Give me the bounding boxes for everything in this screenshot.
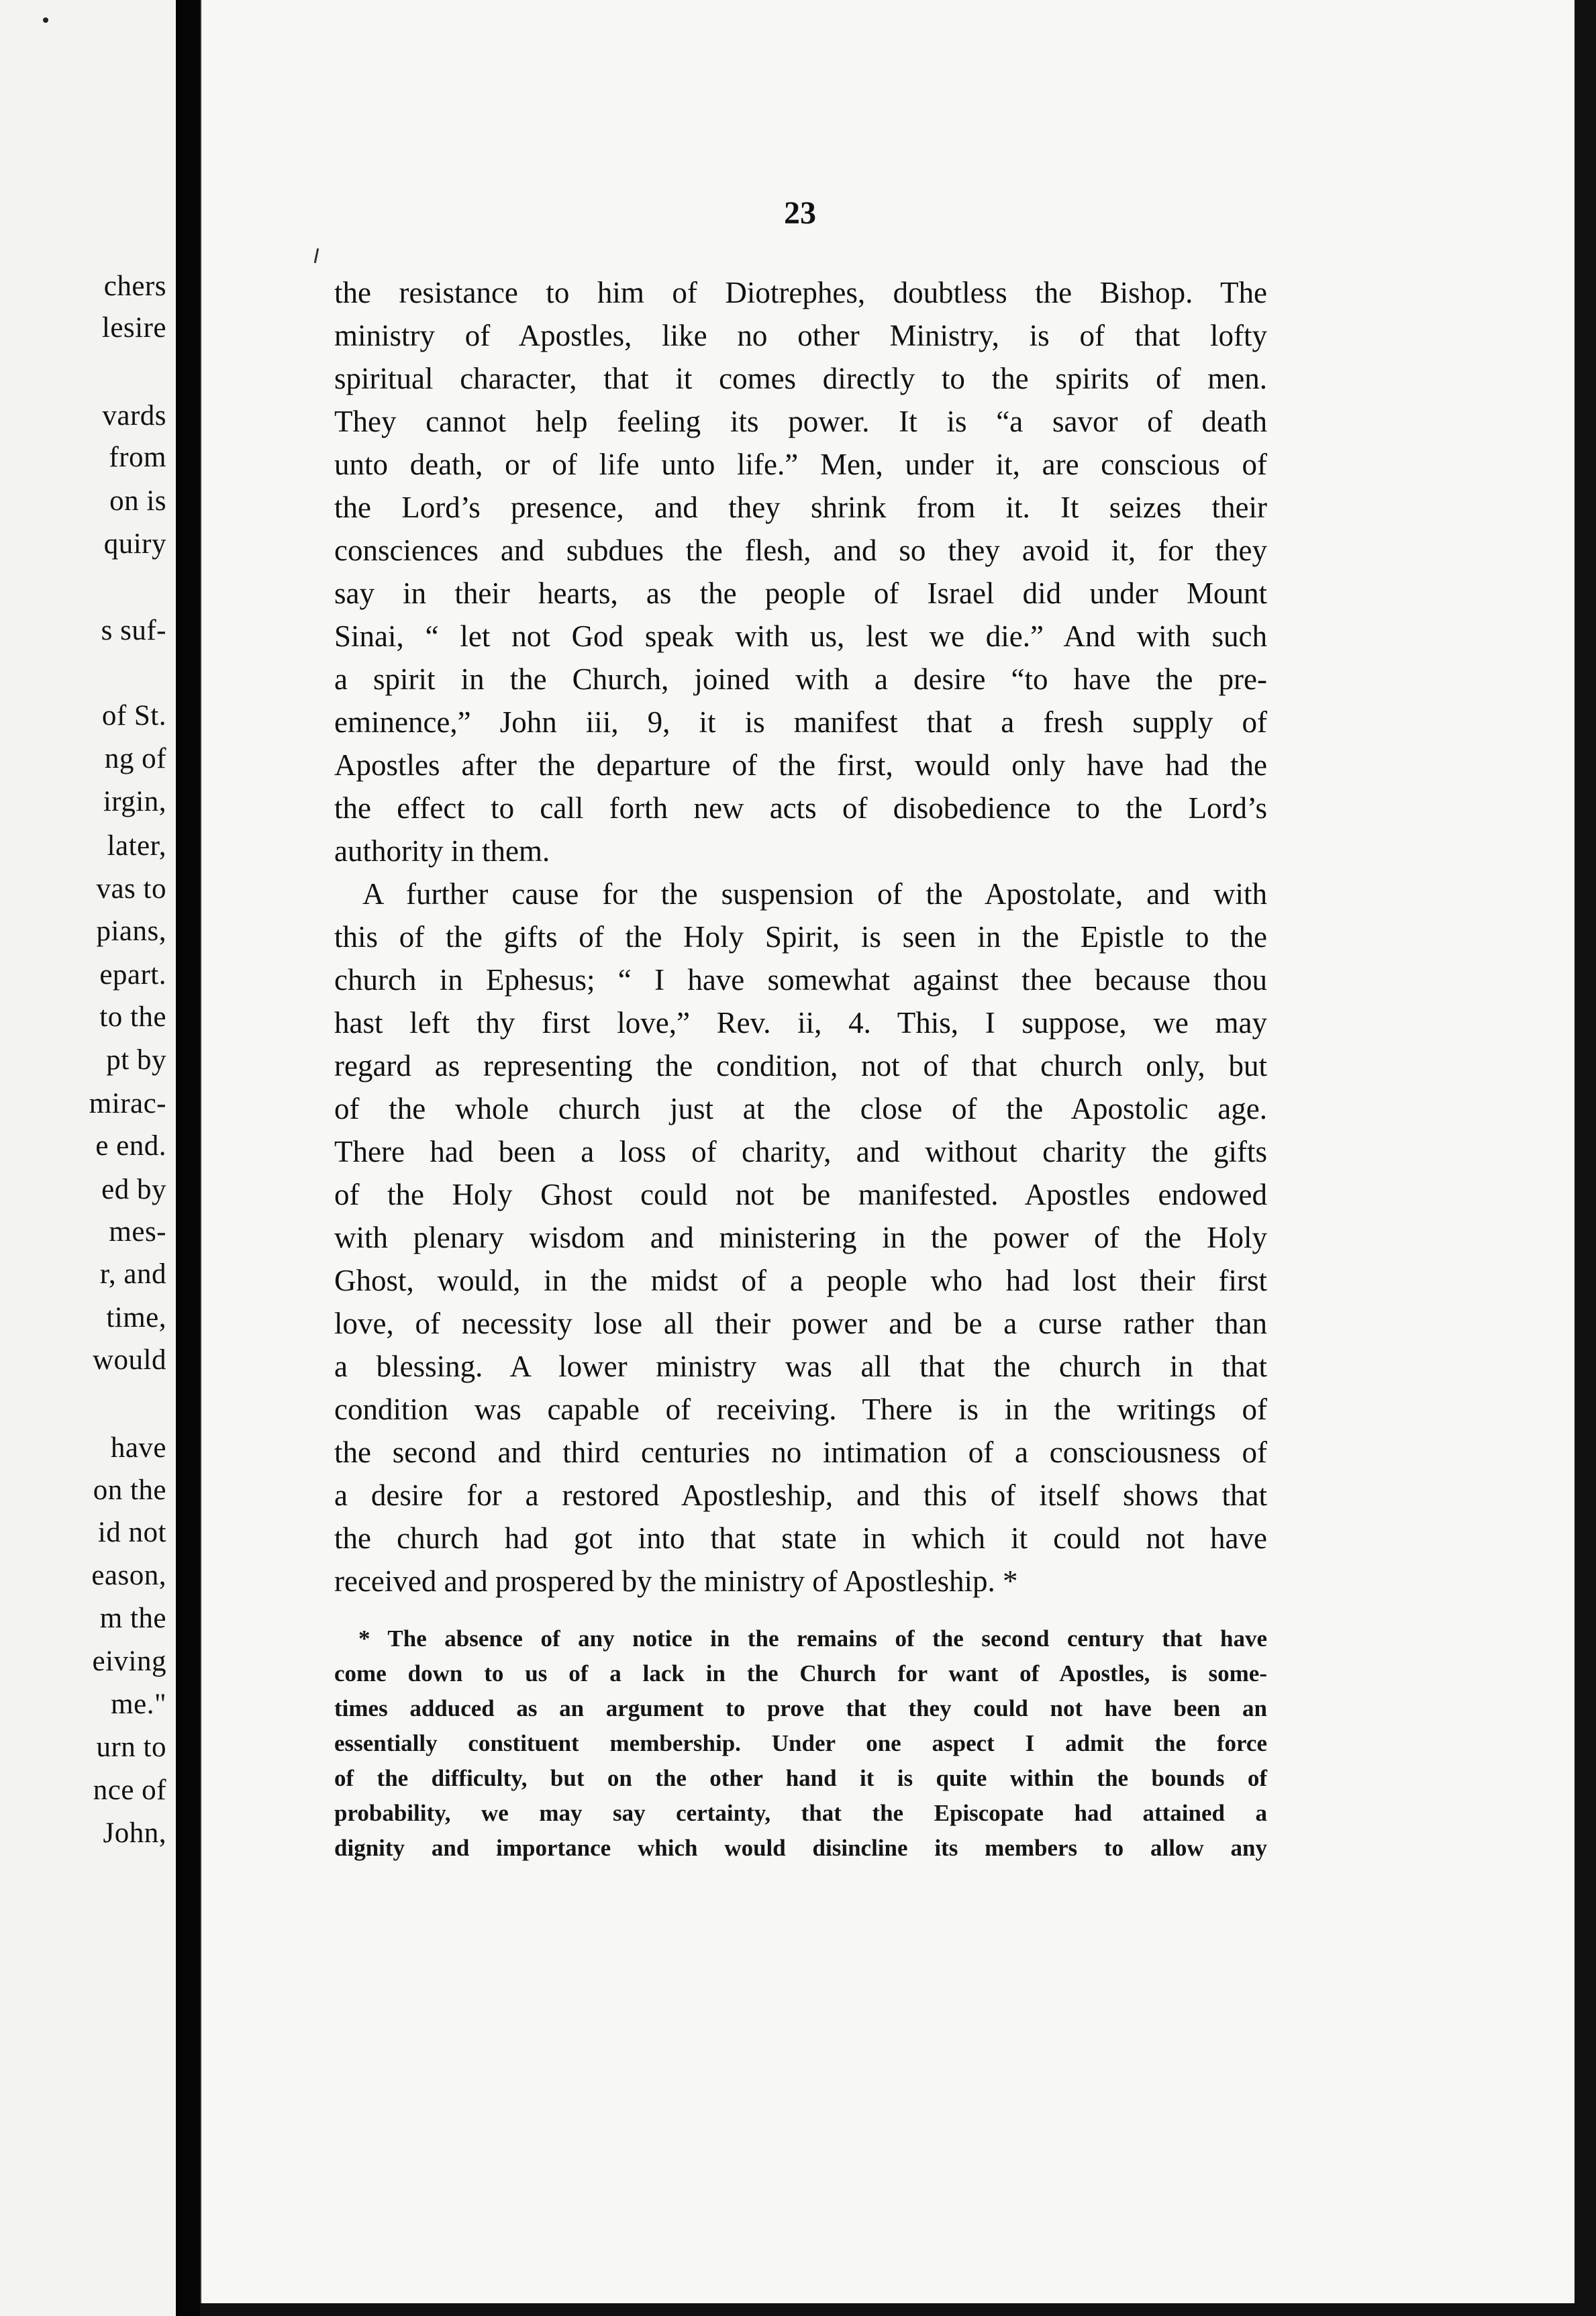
body-line: of the whole church just at the close of the Apostolic age. bbox=[334, 1092, 1267, 1125]
body-line: a desire for a restored Apostleship, and this of itself shows that bbox=[334, 1478, 1267, 1512]
body-line: authority in them. bbox=[334, 834, 550, 868]
left-fragment: chers bbox=[103, 270, 166, 302]
body-line: the second and third centuries no intimation of a consciousness of bbox=[334, 1436, 1267, 1469]
body-line: spiritual character, that it comes directly to the spirits of men. bbox=[334, 362, 1267, 395]
ink-dot bbox=[43, 17, 48, 23]
left-fragment: to the bbox=[99, 1001, 166, 1033]
body-line: received and prospered by the ministry of Apostleship. * bbox=[334, 1564, 1018, 1598]
body-line: eminence,” John iii, 9, it is manifest that a fresh supply of bbox=[334, 705, 1267, 739]
body-line: the resistance to him of Diotrephes, doubtless the Bishop. The bbox=[334, 276, 1267, 309]
left-fragment: would bbox=[93, 1344, 166, 1376]
left-fragment: id not bbox=[97, 1517, 166, 1548]
body-line: regard as representing the condition, not of that church only, but bbox=[334, 1049, 1267, 1083]
body-line: with plenary wisdom and ministering in the power of the Holy bbox=[334, 1221, 1267, 1254]
body-line: love, of necessity lose all their power and be a curse rather than bbox=[334, 1307, 1267, 1340]
footnote-line: come down to us of a lack in the Church for want of Apostles, is some- bbox=[334, 1660, 1267, 1686]
body-line: the church had got into that state in which it could not have bbox=[334, 1521, 1267, 1555]
body-line: Apostles after the departure of the first, would only have had the bbox=[334, 748, 1267, 782]
left-fragment: from bbox=[109, 442, 166, 473]
left-fragment: e end. bbox=[95, 1130, 166, 1162]
body-line: unto death, or of life unto life.” Men, under it, are conscious of bbox=[334, 448, 1267, 481]
left-fragment: time, bbox=[106, 1302, 166, 1333]
body-line: ministry of Apostles, like no other Ministry, is of that lofty bbox=[334, 319, 1267, 352]
left-fragment: John, bbox=[103, 1817, 166, 1849]
left-fragment: quiry bbox=[103, 528, 166, 560]
body-line: a blessing. A lower ministry was all that the church in that bbox=[334, 1350, 1267, 1383]
body-line: the Lord’s presence, and they shrink from it. It seizes their bbox=[334, 491, 1267, 524]
left-fragment: pt by bbox=[106, 1044, 166, 1076]
left-fragment: mirac- bbox=[89, 1088, 166, 1119]
footnote-line: times adduced as an argument to prove that they could not have been an bbox=[334, 1695, 1267, 1721]
left-fragment: eiving bbox=[92, 1646, 166, 1677]
page-number: 23 bbox=[784, 195, 816, 231]
left-fragment: m the bbox=[99, 1603, 166, 1634]
left-fragment: later, bbox=[107, 830, 166, 862]
left-fragment: on is bbox=[109, 485, 166, 517]
left-fragment: ng of bbox=[104, 743, 166, 774]
body-line: They cannot help feeling its power. It is “a savor of death bbox=[334, 405, 1267, 438]
left-fragment: of St. bbox=[101, 700, 166, 732]
body-line: of the Holy Ghost could not be manifested. Apostles endowed bbox=[334, 1178, 1267, 1211]
left-fragment: lesire bbox=[101, 312, 166, 344]
body-line: hast left thy first love,” Rev. ii, 4. This, I suppose, we may bbox=[334, 1006, 1267, 1040]
left-fragment: nce of bbox=[93, 1774, 166, 1806]
paragraph-start-line: A further cause for the suspension of the Apostolate, and with bbox=[362, 877, 1267, 911]
footnote-line: essentially constituent membership. Under one aspect I admit the force bbox=[334, 1730, 1267, 1756]
left-fragment: vards bbox=[102, 400, 166, 432]
left-facing-page bbox=[0, 0, 176, 2316]
footnote-line: of the difficulty, but on the other hand it is quite within the bounds of bbox=[334, 1765, 1267, 1791]
left-fragment: epart. bbox=[99, 959, 166, 991]
footnote-line: dignity and importance which would disincline its members to allow any bbox=[334, 1835, 1267, 1861]
left-fragment: irgin, bbox=[103, 786, 166, 817]
body-line: consciences and subdues the flesh, and so they avoid it, for they bbox=[334, 534, 1267, 567]
body-line: Sinai, “ let not God speak with us, lest we die.” And with such bbox=[334, 619, 1267, 653]
left-fragment: s suf- bbox=[101, 615, 166, 646]
footnote-line: * The absence of any notice in the remains of the second century that have bbox=[358, 1625, 1267, 1652]
body-line: Ghost, would, in the midst of a people who had lost their first bbox=[334, 1264, 1267, 1297]
book-gutter bbox=[176, 0, 203, 2316]
page-edge-shadow bbox=[1575, 0, 1596, 2316]
left-fragment: have bbox=[110, 1432, 166, 1464]
page-bottom-edge bbox=[200, 2303, 1596, 2316]
body-line: this of the gifts of the Holy Spirit, is seen in the Epistle to the bbox=[334, 920, 1267, 954]
left-fragment: pians, bbox=[96, 915, 166, 947]
left-fragment: eason, bbox=[91, 1560, 166, 1591]
left-fragment: me." bbox=[111, 1689, 166, 1720]
footnote-line: probability, we may say certainty, that the Episcopate had attained a bbox=[334, 1800, 1267, 1826]
body-line: There had been a loss of charity, and without charity the gifts bbox=[334, 1135, 1267, 1168]
body-line: say in their hearts, as the people of Israel did under Mount bbox=[334, 576, 1267, 610]
body-line: church in Ephesus; “ I have somewhat against thee because thou bbox=[334, 963, 1267, 997]
body-line: the effect to call forth new acts of disobedience to the Lord’s bbox=[334, 791, 1267, 825]
left-fragment: urn to bbox=[96, 1731, 166, 1763]
left-fragment: r, and bbox=[99, 1258, 166, 1290]
left-fragment: mes- bbox=[109, 1216, 166, 1248]
body-line: condition was capable of receiving. There is in the writings of bbox=[334, 1393, 1267, 1426]
body-line: a spirit in the Church, joined with a desire “to have the pre- bbox=[334, 662, 1267, 696]
left-fragment: on the bbox=[93, 1474, 166, 1506]
left-fragment: vas to bbox=[96, 873, 166, 905]
left-fragment: ed by bbox=[101, 1174, 166, 1205]
